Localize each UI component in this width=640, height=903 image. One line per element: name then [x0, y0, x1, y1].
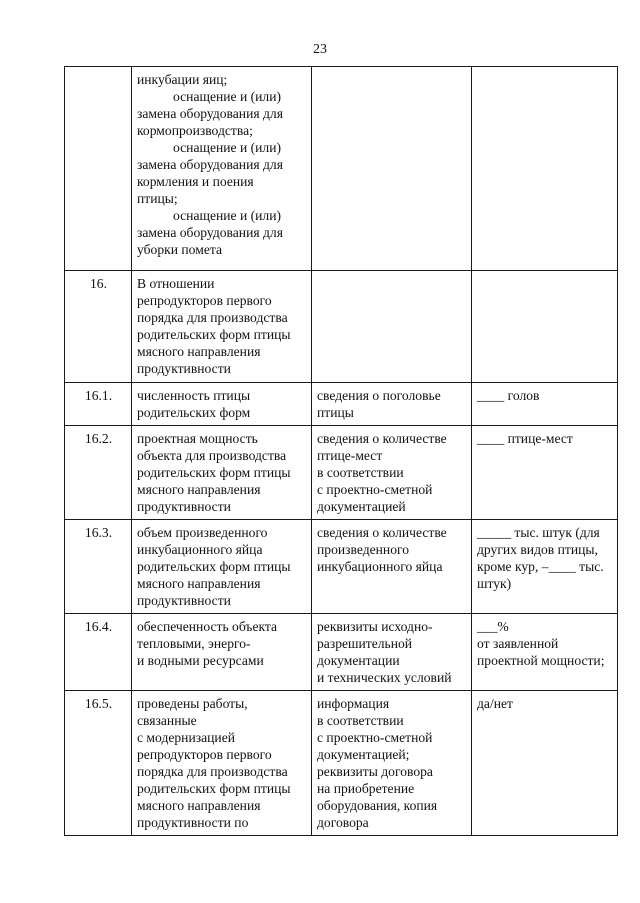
- indicator-cell: [132, 271, 312, 383]
- text-line: инкубационного яйца: [137, 542, 263, 557]
- text-line: замена оборудования для: [137, 106, 283, 121]
- text-line: _____ тыс. штук (для: [477, 525, 600, 540]
- source-cell: [312, 67, 472, 271]
- text-line: ____ птице-мест: [477, 431, 573, 446]
- text-line: с проектно-сметной: [317, 482, 433, 497]
- source-cell: [312, 691, 472, 836]
- text-line: оборудования, копия: [317, 798, 438, 813]
- source-cell: [312, 271, 472, 383]
- text-line: да/нет: [477, 696, 513, 711]
- text-line: птицы;: [137, 191, 178, 206]
- text-line: в соответствии: [317, 465, 404, 480]
- row-number: 16.5.: [65, 691, 132, 836]
- text-line: продуктивности: [137, 361, 231, 376]
- text-line: родительских форм птицы: [137, 781, 291, 796]
- text-line: уборки помета: [137, 242, 222, 257]
- text-line: в соответствии: [317, 713, 404, 728]
- page-number: 23: [313, 42, 327, 57]
- text-line: родительских форм птицы: [137, 327, 291, 342]
- text-line: сведения о количестве: [317, 525, 447, 540]
- text-line: ____ голов: [477, 388, 540, 403]
- table-row: [65, 67, 618, 271]
- text-line: порядка для производства: [137, 310, 288, 325]
- text-line: других видов птицы,: [477, 542, 598, 557]
- text-line: разрешительной: [317, 636, 413, 651]
- row-number: 16.3.: [65, 520, 132, 614]
- text-line: продуктивности: [137, 499, 231, 514]
- text-line: сведения о поголовье: [317, 388, 441, 403]
- text-line: информация: [317, 696, 390, 711]
- text-line: мясного направления: [137, 798, 261, 813]
- text-line: кроме кур, –____ тыс.: [477, 559, 604, 574]
- text-line: проектная мощность: [137, 431, 258, 446]
- source-cell: [312, 383, 472, 426]
- indicator-cell: [132, 520, 312, 614]
- text-line: документацией;: [317, 747, 410, 762]
- text-line: обеспеченность объекта: [137, 619, 278, 634]
- row-number: [65, 67, 132, 271]
- unit-cell: [472, 271, 618, 383]
- source-cell: [312, 614, 472, 691]
- text-line: инкубации яиц;: [137, 72, 228, 87]
- text-line: продуктивности по: [137, 815, 249, 830]
- table-row: [65, 520, 618, 614]
- text-line: птице-мест: [317, 448, 383, 463]
- source-cell: [312, 426, 472, 520]
- text-line: проектной мощности;: [477, 653, 605, 668]
- text-line: оснащение и (или): [173, 208, 282, 223]
- indicator-cell: [132, 383, 312, 426]
- text-line: инкубационного яйца: [317, 559, 443, 574]
- text-line: родительских форм птицы: [137, 559, 291, 574]
- unit-cell: [472, 383, 618, 426]
- text-line: родительских форм: [137, 405, 251, 420]
- row-number: 16.2.: [65, 426, 132, 520]
- text-line: проведены работы,: [137, 696, 248, 711]
- text-line: ___%: [477, 619, 509, 634]
- text-line: птицы: [317, 405, 354, 420]
- table-row: [65, 691, 618, 836]
- text-line: замена оборудования для: [137, 157, 283, 172]
- text-line: замена оборудования для: [137, 225, 283, 240]
- text-line: от заявленной: [477, 636, 559, 651]
- indicator-cell: [132, 426, 312, 520]
- text-line: репродукторов первого: [137, 747, 272, 762]
- text-line: и технических условий: [317, 670, 452, 685]
- row-number: 16.: [65, 271, 132, 383]
- text-line: договора: [317, 815, 369, 830]
- text-line: продуктивности: [137, 593, 231, 608]
- unit-cell: [472, 614, 618, 691]
- text-line: объекта для производства: [137, 448, 287, 463]
- text-line: с модернизацией: [137, 730, 235, 745]
- text-line: мясного направления: [137, 482, 261, 497]
- text-line: порядка для производства: [137, 764, 288, 779]
- text-line: связанные: [137, 713, 197, 728]
- text-line: реквизиты договора: [317, 764, 433, 779]
- text-line: штук): [477, 576, 512, 591]
- text-line: реквизиты исходно-: [317, 619, 433, 634]
- text-line: В отношении: [137, 276, 215, 291]
- text-line: документацией: [317, 499, 406, 514]
- table-row: [65, 383, 618, 426]
- indicator-cell: [132, 614, 312, 691]
- text-line: и водными ресурсами: [137, 653, 264, 668]
- text-line: мясного направления: [137, 576, 261, 591]
- table-row: [65, 271, 618, 383]
- indicator-cell: [132, 67, 312, 271]
- text-line: оснащение и (или): [173, 89, 282, 104]
- text-line: родительских форм птицы: [137, 465, 291, 480]
- text-line: объем произведенного: [137, 525, 268, 540]
- table-row: [65, 614, 618, 691]
- text-line: оснащение и (или): [173, 140, 282, 155]
- table-row: [65, 426, 618, 520]
- text-line: произведенного: [317, 542, 410, 557]
- text-line: с проектно-сметной: [317, 730, 433, 745]
- text-line: на приобретение: [317, 781, 415, 796]
- text-line: документации: [317, 653, 400, 668]
- text-line: кормопроизводства;: [137, 123, 253, 138]
- indicators-table: [64, 66, 618, 836]
- text-line: тепловыми, энерго-: [137, 636, 251, 651]
- unit-cell: [472, 426, 618, 520]
- text-line: сведения о количестве: [317, 431, 447, 446]
- indicator-cell: [132, 691, 312, 836]
- row-number: 16.4.: [65, 614, 132, 691]
- source-cell: [312, 520, 472, 614]
- unit-cell: [472, 67, 618, 271]
- text-line: мясного направления: [137, 344, 261, 359]
- unit-cell: [472, 691, 618, 836]
- text-line: кормления и поения: [137, 174, 254, 189]
- text-line: репродукторов первого: [137, 293, 272, 308]
- unit-cell: [472, 520, 618, 614]
- row-number: 16.1.: [65, 383, 132, 426]
- text-line: численность птицы: [137, 388, 251, 403]
